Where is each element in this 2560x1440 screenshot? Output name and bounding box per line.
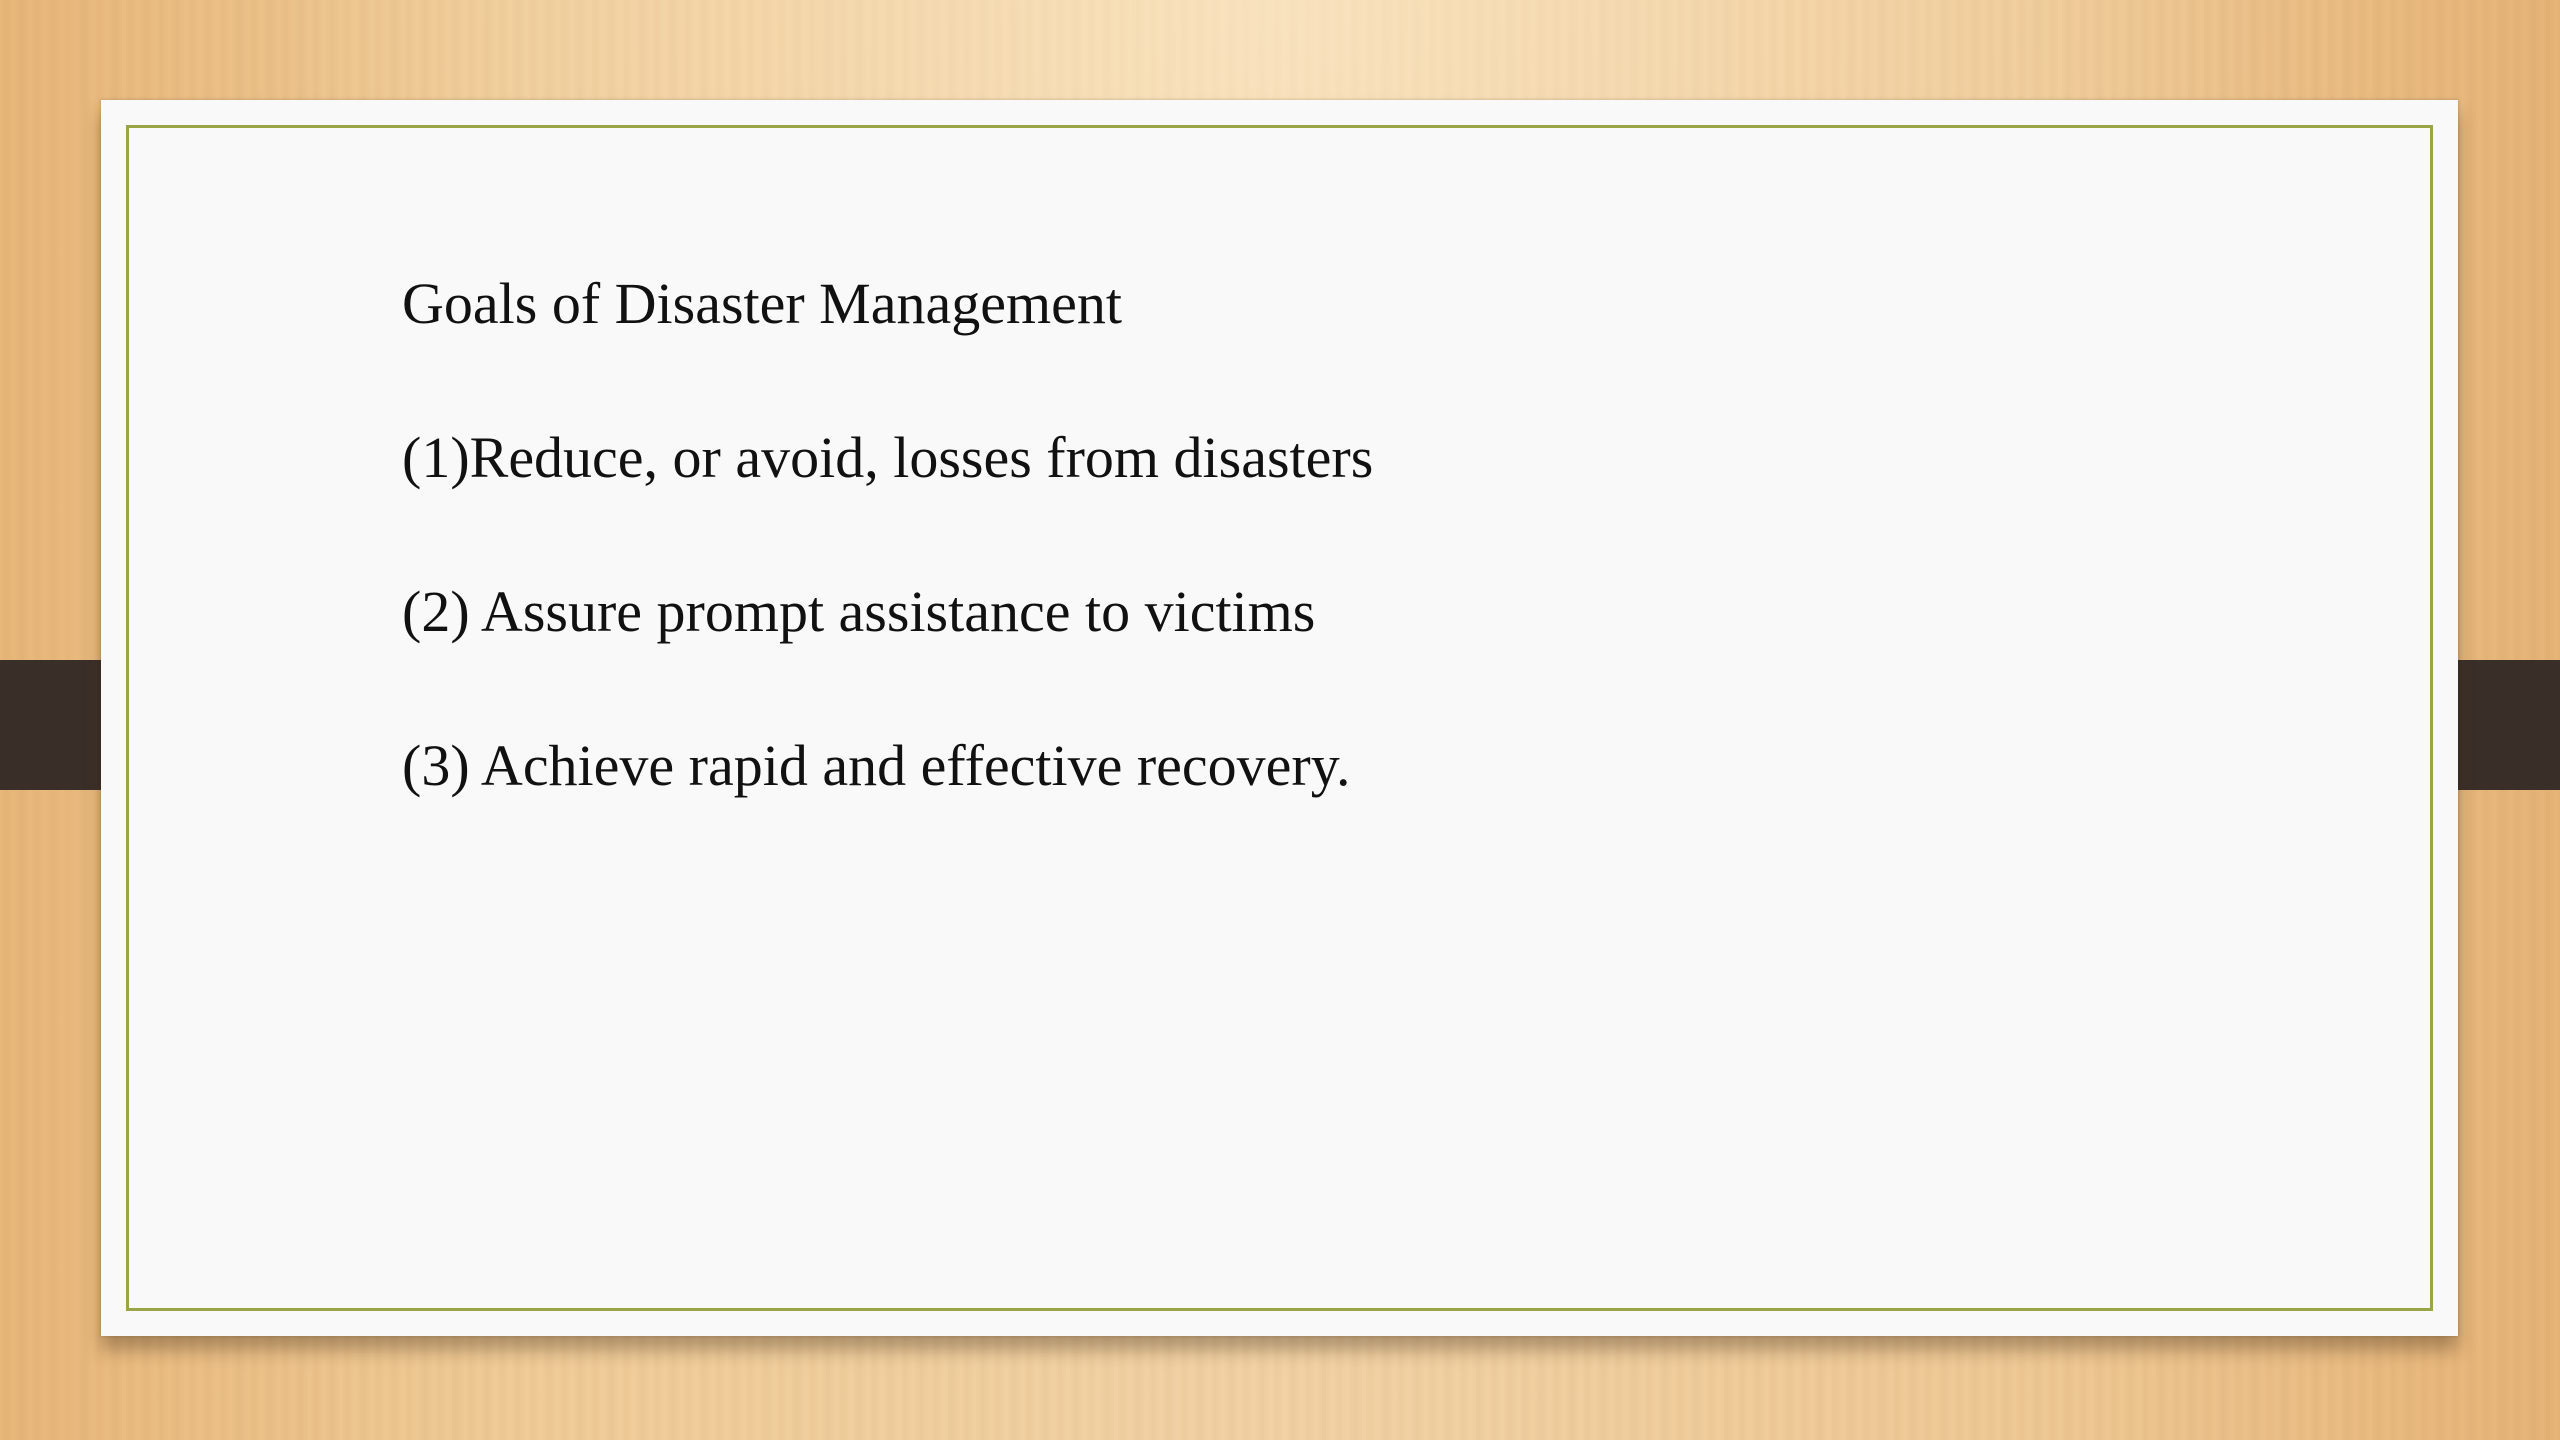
- goal-item-1: (1)Reduce, or avoid, losses from disasters: [402, 425, 1374, 490]
- goal-item-3: (3) Achieve rapid and effective recovery.: [402, 733, 1351, 798]
- slide-title: Goals of Disaster Management: [402, 271, 1122, 336]
- goal-item-2: (2) Assure prompt assistance to victims: [402, 579, 1316, 644]
- slide-content: [402, 270, 2102, 886]
